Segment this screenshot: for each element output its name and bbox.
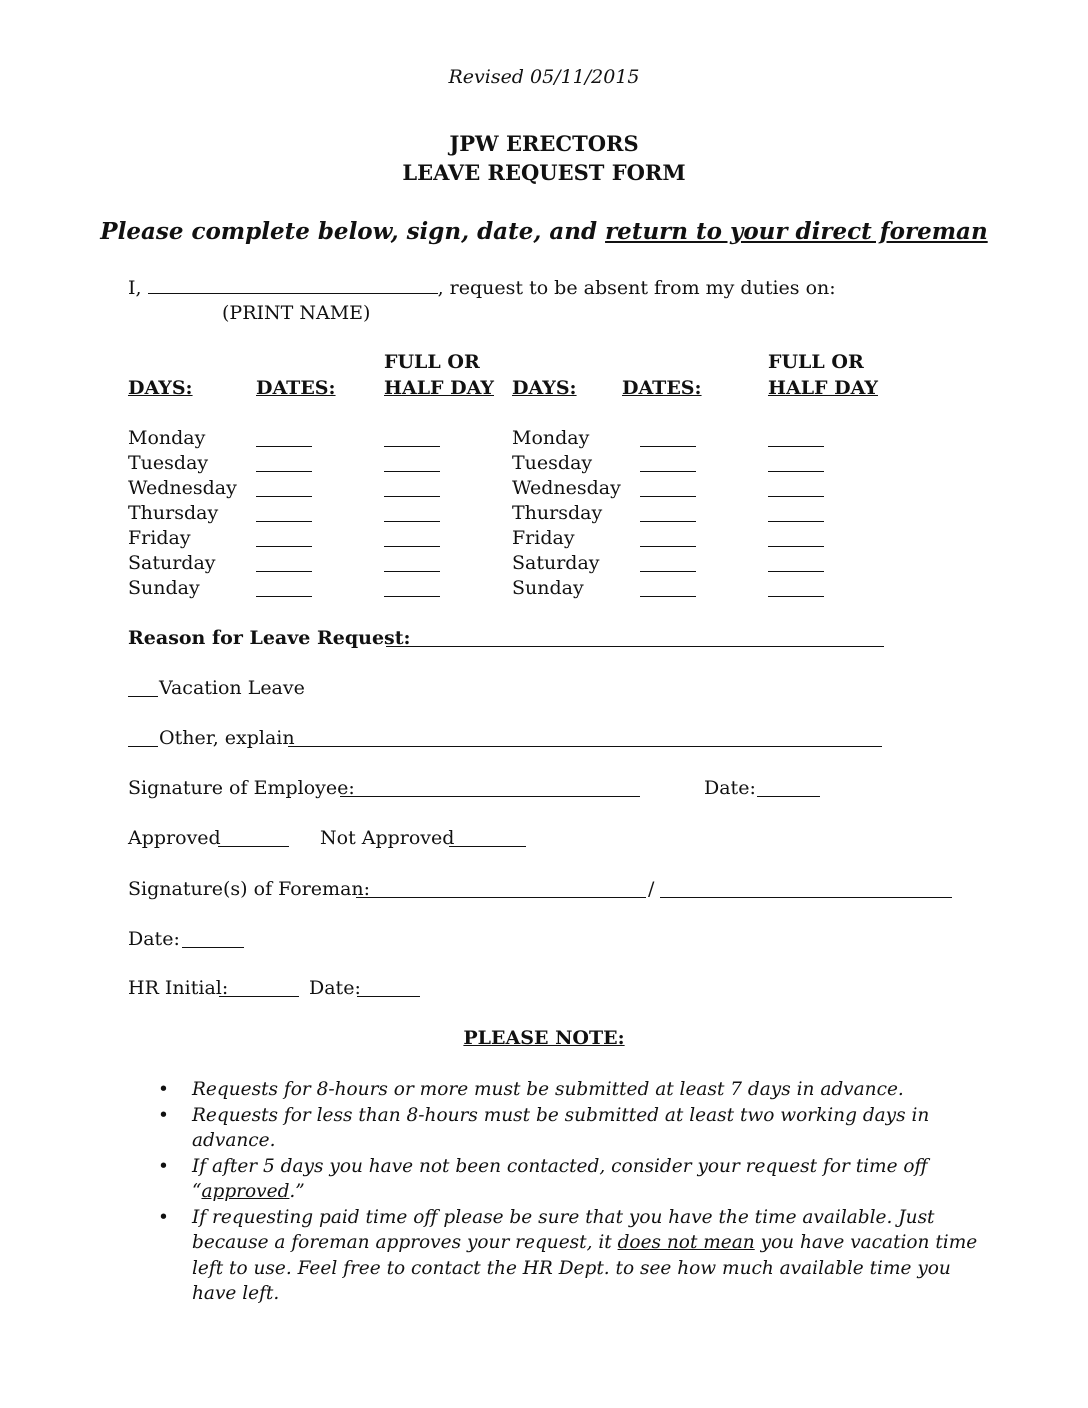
employee-signature-field[interactable] — [340, 796, 640, 797]
day-label-right: Monday — [512, 427, 590, 449]
hr-initial-field[interactable] — [219, 996, 299, 997]
list-item — [158, 1205, 978, 1307]
note-text: If after 5 days you have not been contacted, consider your request for time off “ — [192, 1155, 928, 1202]
day-label-right: Tuesday — [512, 452, 593, 474]
day-label-left: Thursday — [128, 502, 219, 524]
note-heading: PLEASE NOTE: — [463, 1027, 625, 1049]
full-or-header-left: FULL OR — [384, 351, 480, 373]
print-name-field[interactable] — [148, 277, 438, 294]
day-label-left: Tuesday — [128, 452, 209, 474]
notes-list — [158, 1077, 978, 1307]
other-explain-field[interactable] — [288, 746, 882, 747]
hr-date-field[interactable] — [357, 996, 420, 997]
date-field-left[interactable] — [256, 446, 312, 447]
company-name: JPW ERECTORS — [449, 131, 639, 156]
day-label-left: Sunday — [128, 577, 200, 599]
dates-header-right: DATES: — [622, 377, 702, 399]
full-half-field-right[interactable] — [768, 521, 824, 522]
bullet-icon: • — [158, 1155, 169, 1177]
signature-separator: / — [648, 878, 655, 900]
note-emphasis: does not mean — [617, 1232, 755, 1253]
date-field-right[interactable] — [640, 521, 696, 522]
instruction — [0, 219, 1088, 245]
approved-label: Approved — [128, 827, 221, 849]
full-half-field-left[interactable] — [384, 546, 440, 547]
note-text: If requesting paid time off please be sure that you have the time available. Just because a foreman approves your request, it — [192, 1206, 935, 1253]
print-name-caption: (PRINT NAME) — [222, 302, 371, 324]
employee-date-label: Date: — [704, 777, 756, 799]
days-header-right: DAYS: — [512, 377, 577, 399]
day-label-right: Wednesday — [512, 477, 621, 499]
bullet-icon: • — [158, 1206, 169, 1228]
date-field-right[interactable] — [640, 571, 696, 572]
date-field-left[interactable] — [256, 571, 312, 572]
half-day-header-left: HALF DAY — [384, 377, 494, 399]
dates-header-left: DATES: — [256, 377, 336, 399]
list-item — [158, 1077, 978, 1103]
foreman-signature-field-1[interactable] — [356, 897, 646, 898]
date-field-right[interactable] — [640, 471, 696, 472]
date-field-right[interactable] — [640, 496, 696, 497]
date-field-right[interactable] — [640, 446, 696, 447]
instruction-text: Please complete below, sign, date, and — [100, 218, 606, 245]
hr-date-label: Date: — [309, 977, 361, 999]
request-suffix: , request to be absent from my duties on: — [437, 277, 836, 299]
reason-field[interactable] — [386, 646, 884, 647]
employee-date-field[interactable] — [757, 796, 820, 797]
full-or-header-right: FULL OR — [768, 351, 864, 373]
bullet-icon: • — [158, 1079, 169, 1100]
full-half-field-right[interactable] — [768, 571, 824, 572]
vacation-label: Vacation Leave — [159, 677, 305, 699]
full-half-field-right[interactable] — [768, 496, 824, 497]
days-header-left: DAYS: — [128, 377, 193, 399]
full-half-field-left[interactable] — [384, 496, 440, 497]
hr-initial-label: HR Initial: — [128, 977, 229, 999]
day-label-right: Sunday — [512, 577, 584, 599]
day-label-right: Saturday — [512, 552, 600, 574]
note-text: Requests for 8-hours or more must be submitted at least 7 days in advance. — [192, 1079, 904, 1100]
day-label-left: Saturday — [128, 552, 216, 574]
full-half-field-left[interactable] — [384, 571, 440, 572]
note-text: .” — [289, 1181, 305, 1202]
full-half-field-left[interactable] — [384, 521, 440, 522]
full-half-field-right[interactable] — [768, 446, 824, 447]
day-label-left: Monday — [128, 427, 206, 449]
date-field-right[interactable] — [640, 546, 696, 547]
employee-signature-label: Signature of Employee: — [128, 777, 355, 799]
note-text: you have vacation time left to use. Feel free to contact the HR Dept. to see how much available time you have left. — [192, 1232, 978, 1304]
foreman-date-label: Date: — [128, 928, 180, 950]
date-field-left[interactable] — [256, 496, 312, 497]
day-label-left: Friday — [128, 527, 191, 549]
instruction-emphasis: return to your direct foreman — [605, 218, 988, 245]
full-half-field-right[interactable] — [768, 546, 824, 547]
date-field-left[interactable] — [256, 521, 312, 522]
approved-field[interactable] — [218, 846, 289, 847]
not-approved-field[interactable] — [449, 846, 526, 847]
foreman-signature-field-2[interactable] — [660, 897, 952, 898]
vacation-checkbox-line[interactable] — [128, 696, 158, 697]
date-field-right[interactable] — [640, 596, 696, 597]
form-title: LEAVE REQUEST FORM — [402, 160, 686, 185]
bullet-icon: • — [158, 1104, 169, 1126]
note-text: Requests for less than 8-hours must be submitted at least two working days in advance. — [192, 1104, 930, 1151]
day-label-left: Wednesday — [128, 477, 237, 499]
list-item — [158, 1154, 978, 1205]
foreman-signature-label: Signature(s) of Foreman: — [128, 878, 371, 900]
day-label-right: Thursday — [512, 502, 603, 524]
full-half-field-right[interactable] — [768, 596, 824, 597]
foreman-date-field[interactable] — [182, 947, 244, 948]
full-half-field-left[interactable] — [384, 596, 440, 597]
revised-date: Revised 05/11/2015 — [448, 66, 640, 88]
reason-label: Reason for Leave Request: — [128, 627, 411, 649]
full-half-field-right[interactable] — [768, 471, 824, 472]
full-half-field-left[interactable] — [384, 471, 440, 472]
request-prefix: I, — [128, 277, 142, 299]
list-item — [158, 1103, 978, 1154]
request-line — [128, 277, 836, 299]
other-checkbox-line[interactable] — [128, 746, 158, 747]
note-emphasis: approved — [201, 1181, 290, 1202]
other-label: Other, explain — [159, 727, 295, 749]
not-approved-label: Not Approved — [320, 827, 455, 849]
date-field-left[interactable] — [256, 596, 312, 597]
day-label-right: Friday — [512, 527, 575, 549]
date-field-left[interactable] — [256, 471, 312, 472]
half-day-header-right: HALF DAY — [768, 377, 878, 399]
date-field-left[interactable] — [256, 546, 312, 547]
full-half-field-left[interactable] — [384, 446, 440, 447]
